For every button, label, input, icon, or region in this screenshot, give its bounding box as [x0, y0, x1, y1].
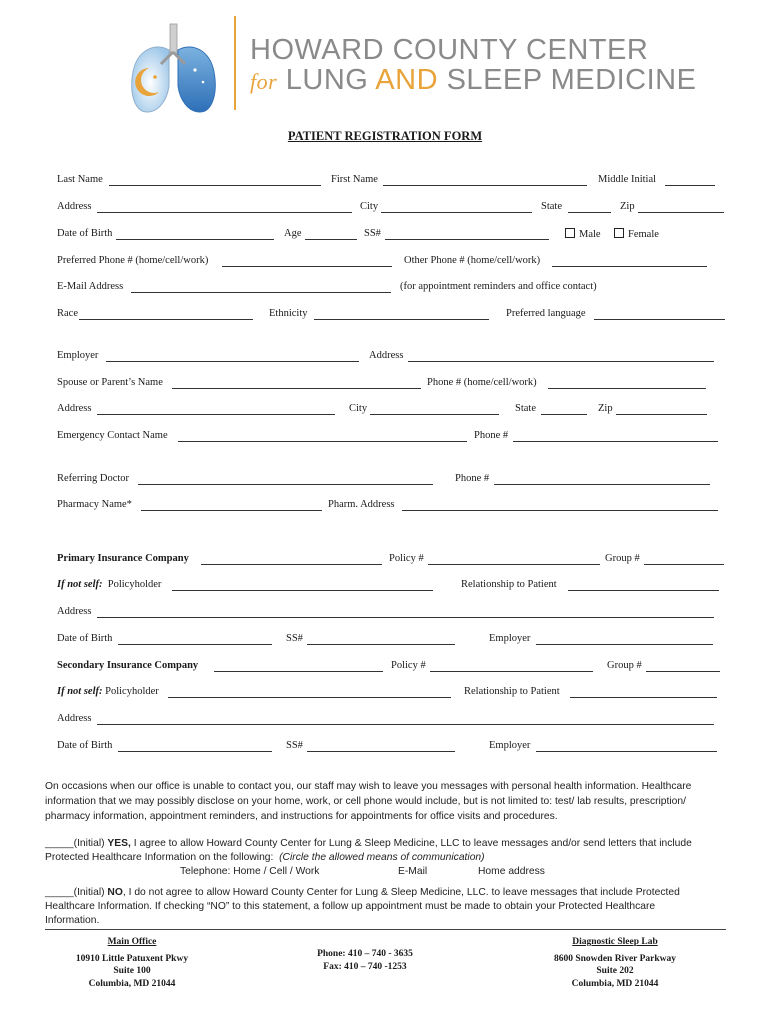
race-label: Race	[57, 308, 78, 319]
address-label: Address	[57, 201, 92, 212]
office-phone: Phone: 410 – 740 - 3635	[317, 949, 413, 959]
referring-label: Referring Doctor	[57, 473, 130, 484]
city2-field[interactable]	[370, 414, 499, 415]
primary-policy-field[interactable]	[428, 564, 600, 565]
no-initial-field[interactable]: _____	[45, 887, 74, 898]
pharmacy-field[interactable]	[141, 510, 322, 511]
secondary-ins-dob-label: Date of Birth	[57, 740, 113, 751]
employer-label: Employer	[57, 350, 99, 361]
yes-initial-label: (Initial)	[73, 838, 105, 849]
male-label: Male	[579, 229, 601, 240]
zip2-field[interactable]	[616, 414, 707, 415]
consent-no-row3: Information.	[45, 915, 100, 926]
option-email[interactable]: E-Mail	[398, 866, 428, 877]
emergency-label: Emergency Contact Name	[57, 430, 168, 441]
pharm-address-label: Pharm. Address	[328, 499, 395, 510]
emergency-phone-label: Phone #	[474, 430, 509, 441]
header-divider	[234, 16, 236, 110]
primary-ins-employer-label: Employer	[489, 633, 531, 644]
secondary-group-field[interactable]	[646, 671, 720, 672]
city2-label: City	[349, 403, 368, 414]
secondary-ins-employer-field[interactable]	[536, 751, 717, 752]
primary-ins-dob-label: Date of Birth	[57, 633, 113, 644]
no-text: , I do not agree to allow Howard County Center for Lung & Sleep Medicine, LLC. to leave messages that include Protected	[122, 887, 680, 898]
emergency-phone-field[interactable]	[513, 441, 718, 442]
race-field[interactable]	[79, 319, 253, 320]
secondary-ins-dob-field[interactable]	[118, 751, 272, 752]
last-name-label: Last Name	[57, 174, 103, 185]
contact-block	[290, 948, 440, 973]
secondary-insurance-label: Secondary Insurance Company	[57, 660, 199, 671]
state-label: State	[541, 201, 562, 212]
header-for: for	[250, 69, 278, 94]
state-field[interactable]	[568, 212, 611, 213]
footer-divider	[45, 929, 726, 930]
yes-initial-field[interactable]: _____	[45, 838, 74, 849]
yes-text2: Protected Healthcare Information on the following:	[45, 852, 274, 863]
address-field[interactable]	[97, 212, 352, 213]
secondary-policyholder-field[interactable]	[168, 697, 451, 698]
main-office-address2: Suite 100	[113, 966, 151, 976]
secondary-ins-ss-field[interactable]	[307, 751, 455, 752]
dob-field[interactable]	[116, 239, 274, 240]
primary-ins-ss-label: SS#	[286, 633, 303, 644]
primary-ins-employer-field[interactable]	[536, 644, 713, 645]
male-checkbox[interactable]	[565, 228, 601, 240]
secondary-relationship-field[interactable]	[570, 697, 717, 698]
email-note: (for appointment reminders and office contact)	[400, 281, 597, 292]
primary-policyholder-field[interactable]	[172, 590, 433, 591]
primary-ins-address-field[interactable]	[97, 617, 714, 618]
primary-ins-address-label: Address	[57, 606, 92, 617]
notice-line2: information that we may possibly disclose on your home, work, or cell phone would include, but is not limited to: test/ lab results, prescription/	[45, 796, 687, 807]
female-label: Female	[628, 229, 659, 240]
city-field[interactable]	[381, 212, 532, 213]
zip-label: Zip	[620, 201, 635, 212]
pharm-address-field[interactable]	[402, 510, 718, 511]
middle-initial-field[interactable]	[665, 185, 715, 186]
main-office-title: Main Office	[107, 937, 157, 947]
yes-word: YES,	[107, 838, 131, 849]
consent-yes-row2	[45, 852, 485, 863]
address2-label: Address	[57, 403, 92, 414]
no-initial-label: (Initial)	[73, 887, 105, 898]
ethnicity-field[interactable]	[314, 319, 489, 320]
secondary-policy-field[interactable]	[430, 671, 593, 672]
email-field[interactable]	[131, 292, 391, 293]
sleep-lab-block	[530, 936, 700, 990]
middle-initial-label: Middle Initial	[598, 174, 657, 185]
no-word: NO	[107, 887, 123, 898]
email-label: E-Mail Address	[57, 281, 124, 292]
primary-relationship-field[interactable]	[568, 590, 719, 591]
primary-ins-ss-field[interactable]	[307, 644, 455, 645]
primary-policy-label: Policy #	[389, 553, 424, 564]
if-not-self-label: If not self:	[57, 686, 103, 697]
state2-label: State	[515, 403, 536, 414]
zip2-label: Zip	[598, 403, 613, 414]
yes-circle-note: (Circle the allowed means of communication)	[279, 852, 485, 863]
spouse-phone-field[interactable]	[548, 388, 706, 389]
city-label: City	[360, 201, 379, 212]
policyholder-label: Policyholder	[107, 579, 162, 590]
option-telephone[interactable]: Telephone: Home / Cell / Work	[180, 866, 320, 877]
zip-field[interactable]	[638, 212, 724, 213]
secondary-policy-label: Policy #	[391, 660, 426, 671]
pharmacy-label: Pharmacy Name*	[57, 499, 132, 510]
main-office-block	[50, 936, 214, 990]
primary-policyholder-row	[57, 579, 161, 590]
secondary-relationship-label: Relationship to Patient	[464, 686, 560, 697]
header-line2	[250, 64, 696, 97]
consent-no-row	[45, 887, 680, 898]
secondary-policyholder-row	[57, 686, 159, 697]
main-office-address1: 10910 Little Patuxent Pkwy	[75, 953, 189, 964]
header-lung: LUNG	[285, 64, 369, 96]
if-not-self-label: If not self:	[57, 579, 103, 590]
male-box[interactable]	[565, 228, 575, 238]
secondary-ins-ss-label: SS#	[286, 740, 303, 751]
main-office-address3: Columbia, MD 21044	[88, 978, 176, 989]
secondary-group-label: Group #	[607, 660, 642, 671]
office-fax: Fax: 410 – 740 -1253	[323, 961, 407, 972]
referring-field[interactable]	[138, 484, 433, 485]
consent-no-row2: Healthcare Information. If checking “NO” to this statement, a follow up appointment must be made to obtain your Protected Healthcare	[45, 901, 656, 912]
sleep-lab-address2: Suite 202	[596, 966, 634, 976]
referring-phone-field[interactable]	[494, 484, 710, 485]
preferred-language-label: Preferred language	[506, 308, 586, 319]
preferred-phone-label: Preferred Phone # (home/cell/work)	[57, 255, 209, 266]
notice-line3: pharmacy information, appointment reminders, and instructions for appointments for office visits and procedures.	[45, 811, 558, 822]
spouse-phone-label: Phone # (home/cell/work)	[427, 377, 537, 388]
employer-field[interactable]	[106, 361, 359, 362]
consent-yes-row	[45, 838, 692, 849]
ss-label: SS#	[364, 228, 381, 239]
employer-address-field[interactable]	[408, 361, 714, 362]
secondary-insurance-field[interactable]	[214, 671, 383, 672]
notice-line1: On occasions when our office is unable to contact you, our staff may wish to leave you messages with personal health information. Healthcare	[45, 781, 692, 792]
address2-field[interactable]	[97, 414, 335, 415]
employer-address-label: Address	[369, 350, 404, 361]
first-name-label: First Name	[331, 174, 378, 185]
primary-relationship-label: Relationship to Patient	[461, 579, 557, 590]
ss-field[interactable]	[385, 239, 549, 240]
female-checkbox[interactable]	[614, 228, 659, 240]
yes-text: I agree to allow Howard County Center for Lung & Sleep Medicine, LLC to leave messages and/or send letters that include	[133, 838, 692, 849]
primary-group-field[interactable]	[644, 564, 724, 565]
primary-insurance-label: Primary Insurance Company	[57, 553, 189, 564]
age-label: Age	[284, 228, 302, 239]
lungs-icon	[125, 20, 223, 118]
primary-group-label: Group #	[605, 553, 640, 564]
header-sleep: SLEEP MEDICINE	[446, 64, 697, 96]
secondary-ins-employer-label: Employer	[489, 740, 531, 751]
dob-label: Date of Birth	[57, 228, 113, 239]
secondary-ins-address-label: Address	[57, 713, 92, 724]
emergency-field[interactable]	[178, 441, 467, 442]
spouse-label: Spouse or Parent’s Name	[57, 377, 163, 388]
option-home-address[interactable]: Home address	[478, 866, 545, 877]
form-title: PATIENT REGISTRATION FORM	[287, 129, 483, 143]
policyholder-label: Policyholder	[105, 686, 159, 697]
primary-ins-dob-field[interactable]	[118, 644, 272, 645]
secondary-ins-address-field[interactable]	[97, 724, 714, 725]
sleep-lab-address1: 8600 Snowden River Parkway	[553, 953, 676, 964]
first-name-field[interactable]	[383, 185, 587, 186]
spouse-field[interactable]	[172, 388, 421, 389]
last-name-field[interactable]	[109, 185, 321, 186]
sleep-lab-address3: Columbia, MD 21044	[571, 978, 659, 989]
sleep-lab-title: Diagnostic Sleep Lab	[572, 937, 658, 947]
ethnicity-label: Ethnicity	[269, 308, 308, 319]
female-box[interactable]	[614, 228, 624, 238]
header-and: AND	[375, 64, 439, 96]
referring-phone-label: Phone #	[455, 473, 490, 484]
header-line1: HOWARD COUNTY CENTER	[250, 34, 649, 66]
state2-field[interactable]	[541, 414, 587, 415]
other-phone-label: Other Phone # (home/cell/work)	[404, 255, 541, 266]
preferred-language-field[interactable]	[594, 319, 725, 320]
age-field[interactable]	[305, 239, 357, 240]
other-phone-field[interactable]	[552, 266, 707, 267]
preferred-phone-field[interactable]	[222, 266, 392, 267]
primary-insurance-field[interactable]	[201, 564, 382, 565]
